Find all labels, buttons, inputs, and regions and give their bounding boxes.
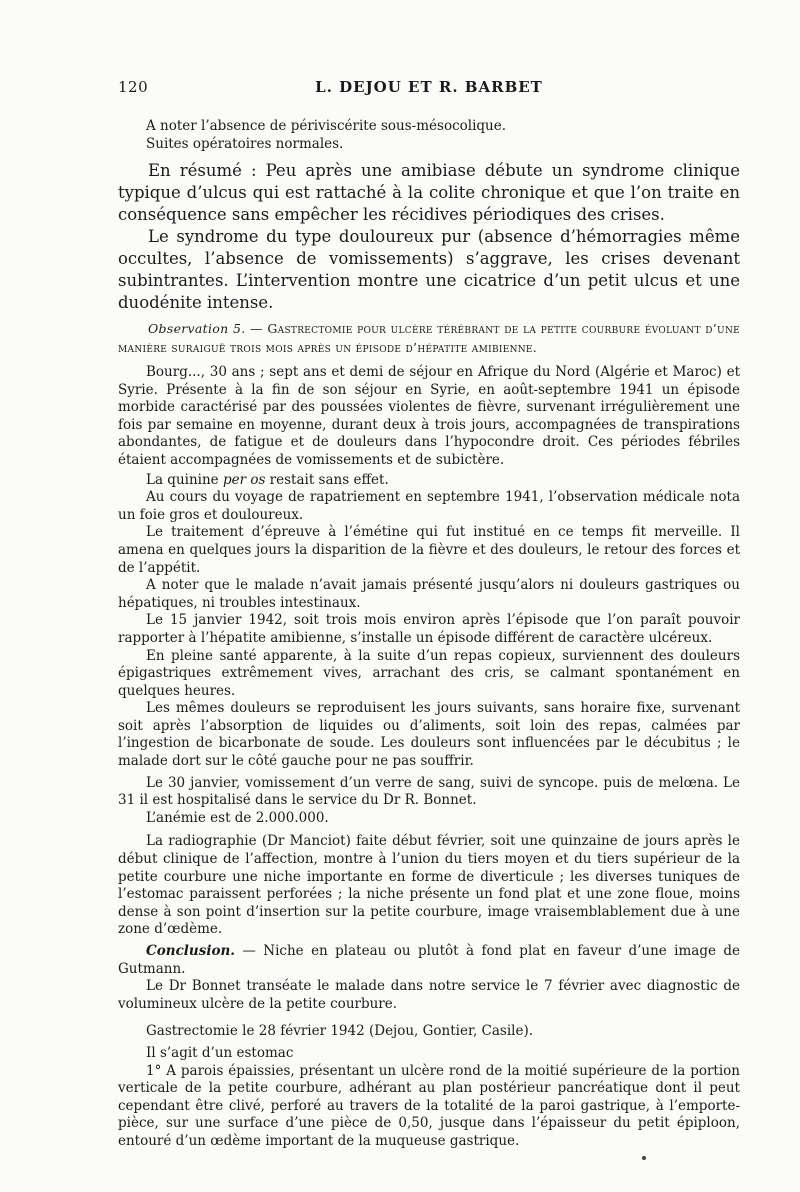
conclusion-label: Conclusion.	[146, 943, 235, 959]
body-paragraph: Gastrectomie le 28 février 1942 (Dejou, Gontier, Casile).	[146, 1023, 534, 1040]
body-paragraph: A noter que le malade n’avait jamais présenté jusqu’alors ni douleurs gastriques ou hépatiques, ni troubles intestinaux.	[118, 577, 740, 611]
summary-section	[118, 160, 740, 314]
running-head	[118, 78, 740, 100]
observation-label: Observation 5.	[148, 321, 246, 336]
body-paragraph: Le Dr Bonnet transéate le malade dans notre service le 7 février avec diagnostic de volumineux ulcère de la petite courbure.	[118, 978, 740, 1012]
note-line-1: A noter l’absence de périviscérite sous-mésocolique.	[146, 118, 507, 134]
body-paragraph: La quinine per os restait sans effet.	[146, 471, 389, 488]
body-paragraph: Il s’agit d’un estomac	[146, 1044, 294, 1061]
body-paragraph: La radiographie (Dr Manciot) faite début février, soit une quinzaine de jours après le début clinique de l’affection, montre à l’union du tiers moyen et du tiers supérieur de la petite courbure une niche importante en forme de diverticule ; les diverses tuniques de l’estomac paraissent perforées ; la niche présente un fond plat et une zone floue, moins dense à son point d’insertion sur la petite courbure, image vraisemblablement due à une zone d’œdème.	[118, 833, 740, 938]
latin-term: per os	[222, 471, 266, 488]
page-number: 120	[118, 78, 149, 96]
summary-paragraph-1: En résumé : Peu après une amibiase débute un syndrome clinique typique d’ulcus qui est rattaché à la colite chronique et que l’on traite en conséquence sans empêcher les récidives périodiques des crises.	[118, 161, 740, 224]
body-paragraph: En pleine santé apparente, à la suite d’un repas copieux, surviennent des douleurs épigastriques extrêmement vives, arrachant des cris, se calmant spontanément en quelques heures.	[118, 647, 740, 699]
body-paragraph: 1° A parois épaissies, présentant un ulcère rond de la moitié supérieure de la portion verticale de la petite courbure, adhérant au plan postérieur pancréatique dont il peut cependant être clivé, perforé au travers de la totalité de la paroi gastrique, à l’emporte-pièce, sur une surface d’une pièce de 0,50, jusque dans l’épaisseur du petit épiploon, entouré d’un œdème important de la muqueuse gastrique.	[118, 1062, 740, 1149]
ink-dot	[642, 1156, 646, 1160]
body-paragraph: Le traitement d’épreuve à l’émétine qui fut institué en ce temps fit merveille. Il amena en quelques jours la disparition de la fièvre et des douleurs, le retour des forces et de l’appétit.	[118, 524, 740, 576]
body-paragraph: Les mêmes douleurs se reproduisent les jours suivants, sans horaire fixe, survenant soit après l’absorption de liquides ou d’aliments, soit loin des repas, calmées par l’ingestion de bicarbonate de soude. Les douleurs sont influencées par le décubitus ; le malade dort sur le côté gauche pour ne pas souffrir.	[118, 700, 740, 770]
observation-title: Gastrectomie pour ulcère térébrant de la petite courbure évoluant d’une manière suraiguë trois mois après un épisode d’hépatite amibienne.	[118, 321, 740, 355]
top-notes	[118, 118, 740, 153]
body-paragraph: Le 15 janvier 1942, soit trois mois environ après l’épisode que l’on paraît pouvoir rapporter à l’hépatite amibienne, s’installe un épisode différent de caractère ulcéreux.	[118, 612, 740, 646]
observation-body	[118, 364, 740, 1151]
running-head-authors: L. DEJOU ET R. BARBET	[315, 78, 543, 96]
summary-paragraph-2: Le syndrome du type douloureux pur (absence d’hémorragies même occultes, l’absence de vomissements) s’aggrave, les crises devenant subintrantes. L’intervention montre une cicatrice d’un petit ulcus et une duodénite intense.	[118, 227, 740, 312]
body-paragraph: Le 30 janvier, vomissement d’un verre de sang, suivi de syncope. puis de melœna. Le 31 il est hospitalisé dans le service du Dr R. Bonnet.	[118, 774, 740, 809]
note-line-2: Suites opératoires normales.	[146, 135, 344, 152]
body-paragraph: Bourg..., 30 ans ; sept ans et demi de séjour en Afrique du Nord (Algérie et Maroc) et Syrie. Présente à la fin de son séjour en Syrie, en août-septembre 1941 un épisode morbide caractérisé par des poussées violentes de fièvre, survenant irrégulièrement une fois par semaine en moyenne, durant deux à trois jours, accompagnées de transpirations abondantes, de fatigue et de douleurs dans l’hypocondre droit. Ces périodes fébriles étaient accompagnées de vomissements et de subictère.	[118, 364, 740, 468]
observation-dash: —	[245, 321, 268, 336]
conclusion-paragraph: Conclusion. — Niche en plateau ou plutôt à fond plat en faveur d’une image de Gutmann.	[118, 943, 740, 977]
observation-heading	[118, 319, 740, 357]
body-paragraph: L’anémie est de 2.000.000.	[146, 809, 329, 826]
body-paragraph: Au cours du voyage de rapatriement en septembre 1941, l’observation médicale nota un foie gros et douloureux.	[118, 489, 740, 523]
